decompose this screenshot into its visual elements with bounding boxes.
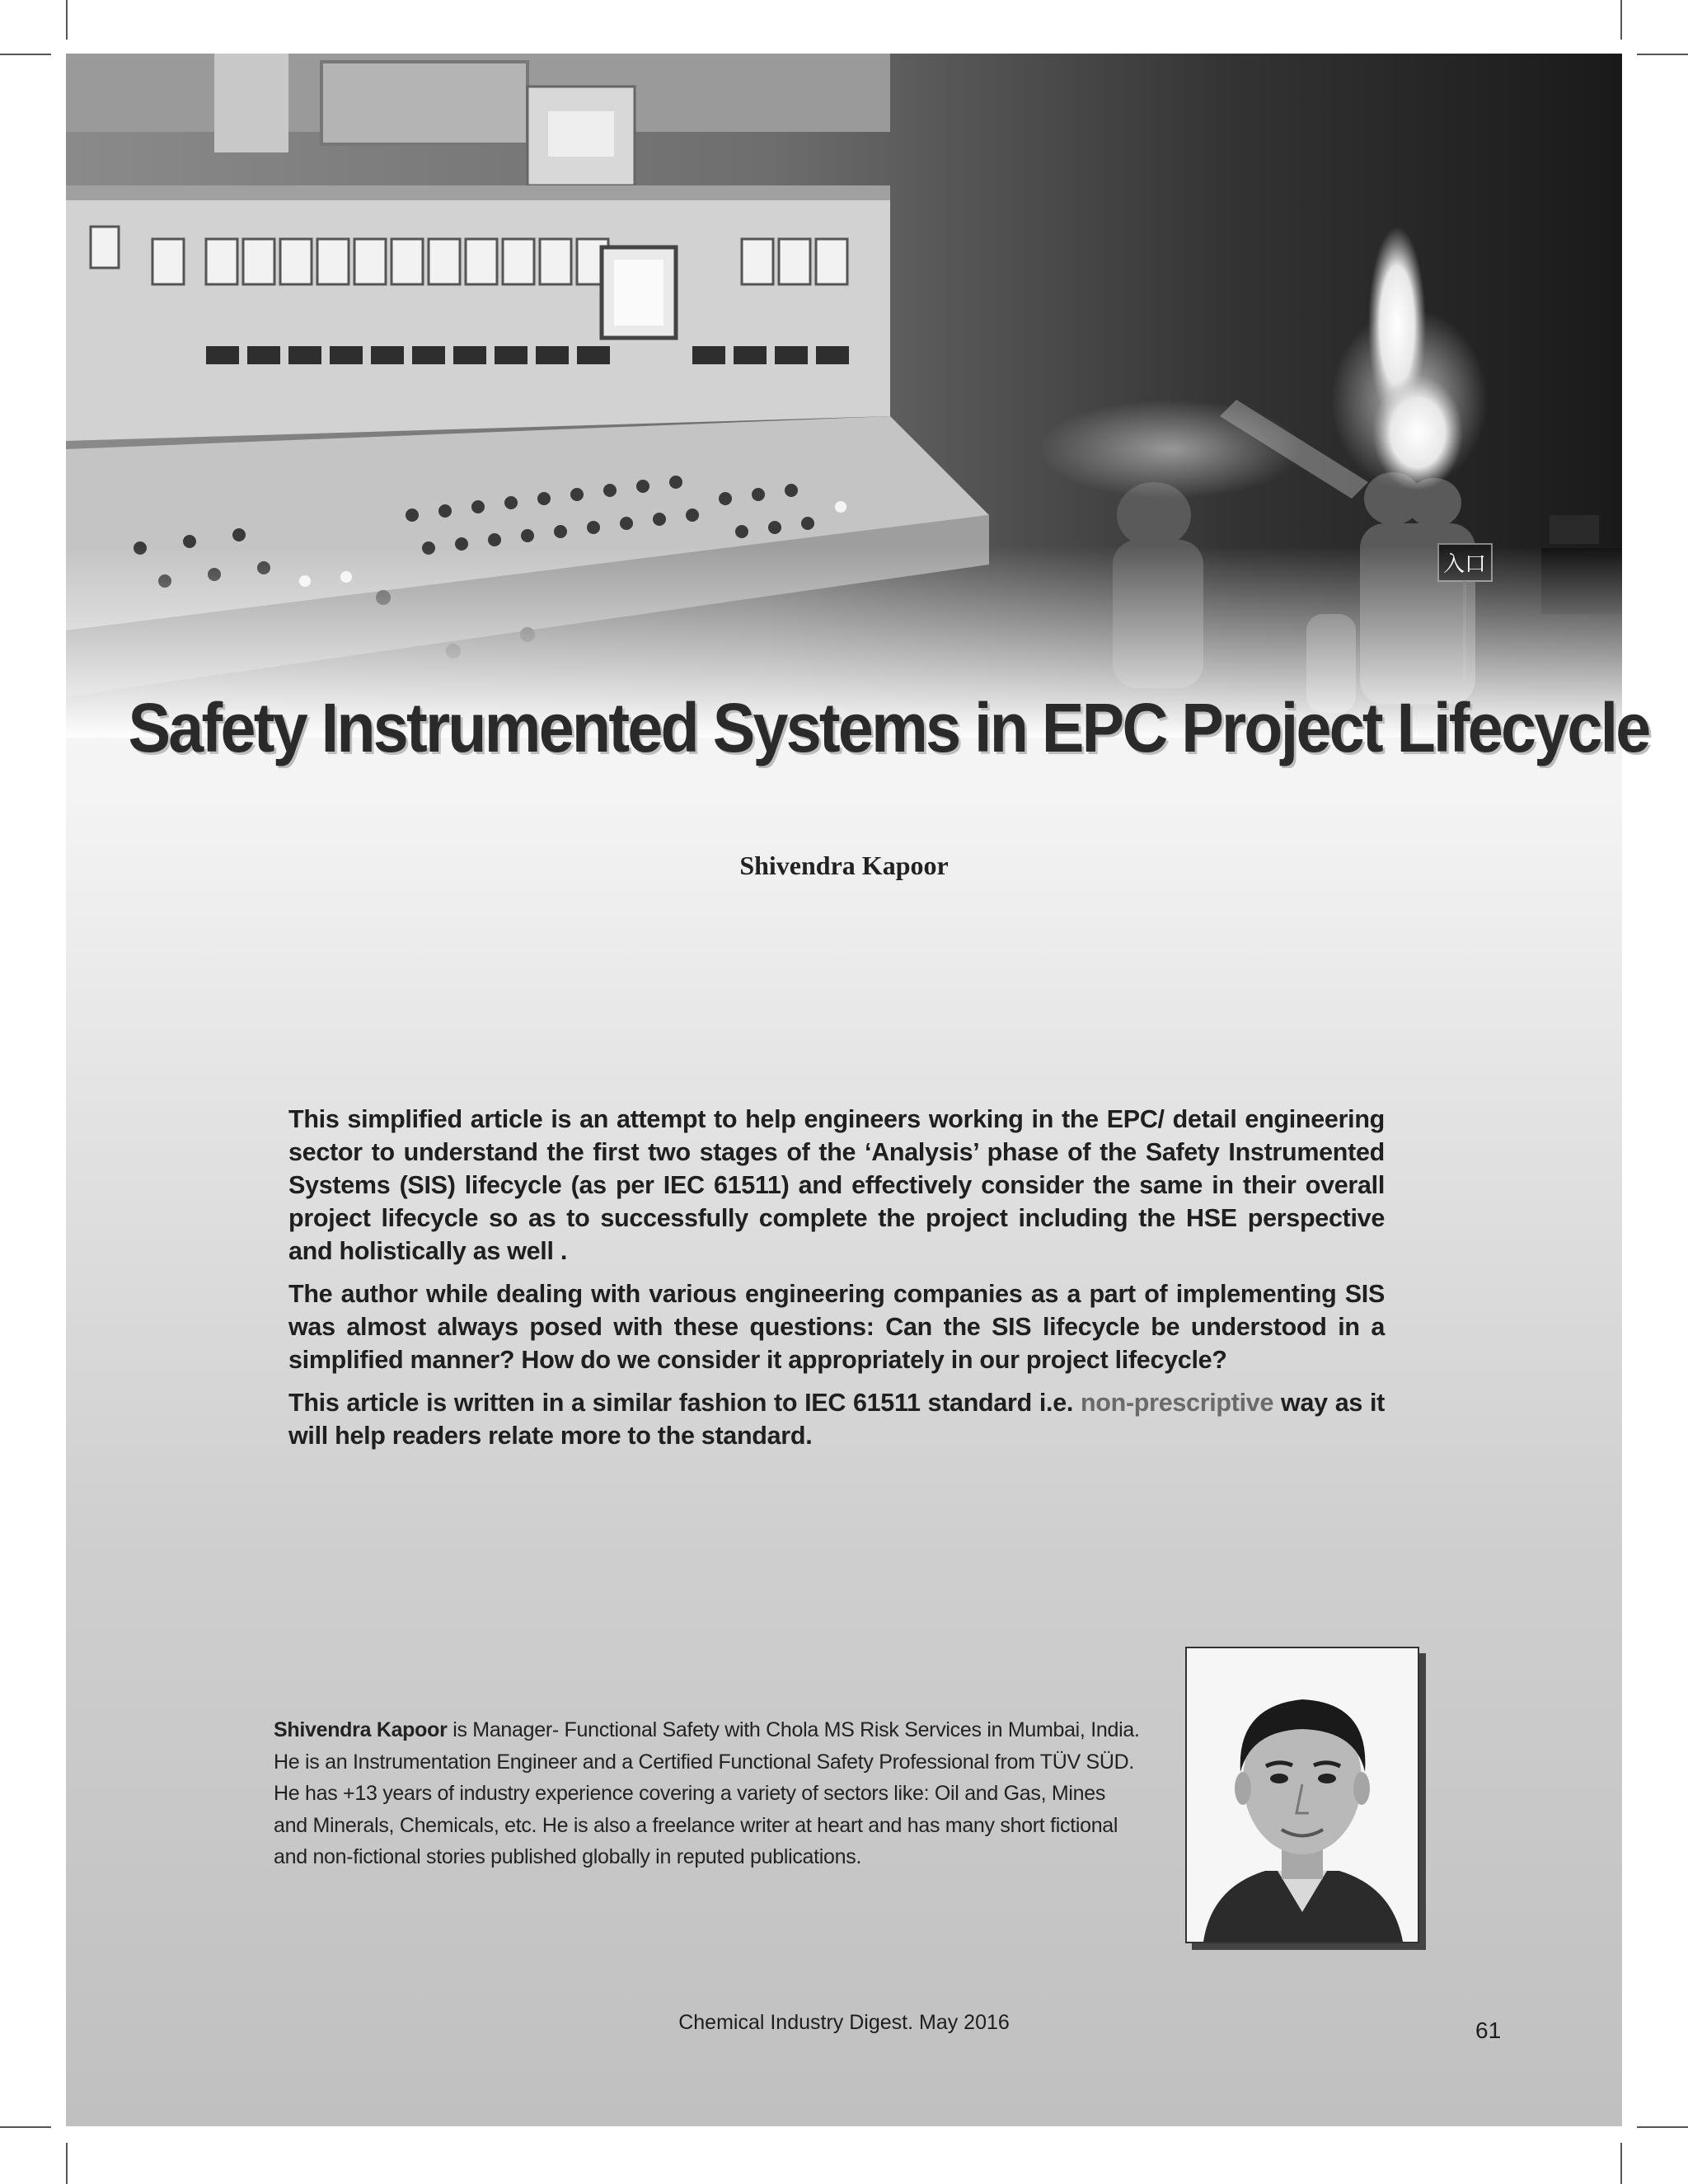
abstract-text: This article is written in a similar fashion to IEC 61511 standard i.e. — [288, 1389, 1074, 1417]
article-abstract — [288, 1103, 1385, 1462]
crop-mark — [1620, 2143, 1622, 2184]
article-author: Shivendra Kapoor — [739, 851, 949, 880]
crop-mark — [66, 2143, 68, 2184]
article-title: Safety Instrumented Systems in EPC Project Lifecycle — [128, 689, 1649, 766]
page-number: 61 — [1475, 2018, 1502, 2043]
crop-mark — [1637, 2126, 1688, 2128]
abstract-paragraph: The author while dealing with various engineering companies as a part of implementing SIS was almost always posed with these questions: Can the SIS lifecycle be understood in a simplified manner? How do we consider it appropriately in our project lifecycle? — [288, 1280, 1385, 1374]
crop-mark — [1637, 54, 1688, 55]
publication-footer: Chemical Industry Digest. May 2016 — [678, 2011, 1010, 2034]
bio-name: Shivendra Kapoor — [274, 1718, 448, 1741]
author-portrait — [1187, 1648, 1418, 1942]
highlighted-term: non-prescriptive — [1080, 1389, 1274, 1417]
crop-mark — [1620, 0, 1622, 40]
abstract-paragraph — [288, 1386, 1385, 1452]
crop-mark — [0, 54, 51, 55]
crop-mark — [66, 0, 68, 40]
control-room-illustration — [66, 54, 1622, 738]
author-bio — [274, 1714, 1142, 1873]
author-photo — [1185, 1647, 1419, 1943]
bio-text: is Manager- Functional Safety with Chola MS Risk Services in Mumbai, India. He is an Instrumentation Engineer and a Certified Functional Safety Professional from TÜV SÜD. He has +13 years of industry experience covering a variety of sectors like: Oil and Gas, Mines and Minerals, Chemicals, etc. He is also a freelance writer at heart and has many short fictional and non-fictional stories published globally in reputed publications. — [274, 1718, 1140, 1868]
hero-image — [66, 54, 1622, 738]
abstract-text: way as it will help readers relate more to the standard. — [288, 1389, 1385, 1450]
abstract-paragraph: This simplified article is an attempt to help engineers working in the EPC/ detail engineering sector to understand the first two stages of the ‘Analysis’ phase of the Safety Instrumented Systems (SIS) lifecycle (as per IEC 61511) and effectively consider the same in their overall project lifecycle so as to successfully complete the project including the HSE perspective and holistically as well . — [288, 1105, 1385, 1265]
crop-mark — [0, 2126, 51, 2128]
